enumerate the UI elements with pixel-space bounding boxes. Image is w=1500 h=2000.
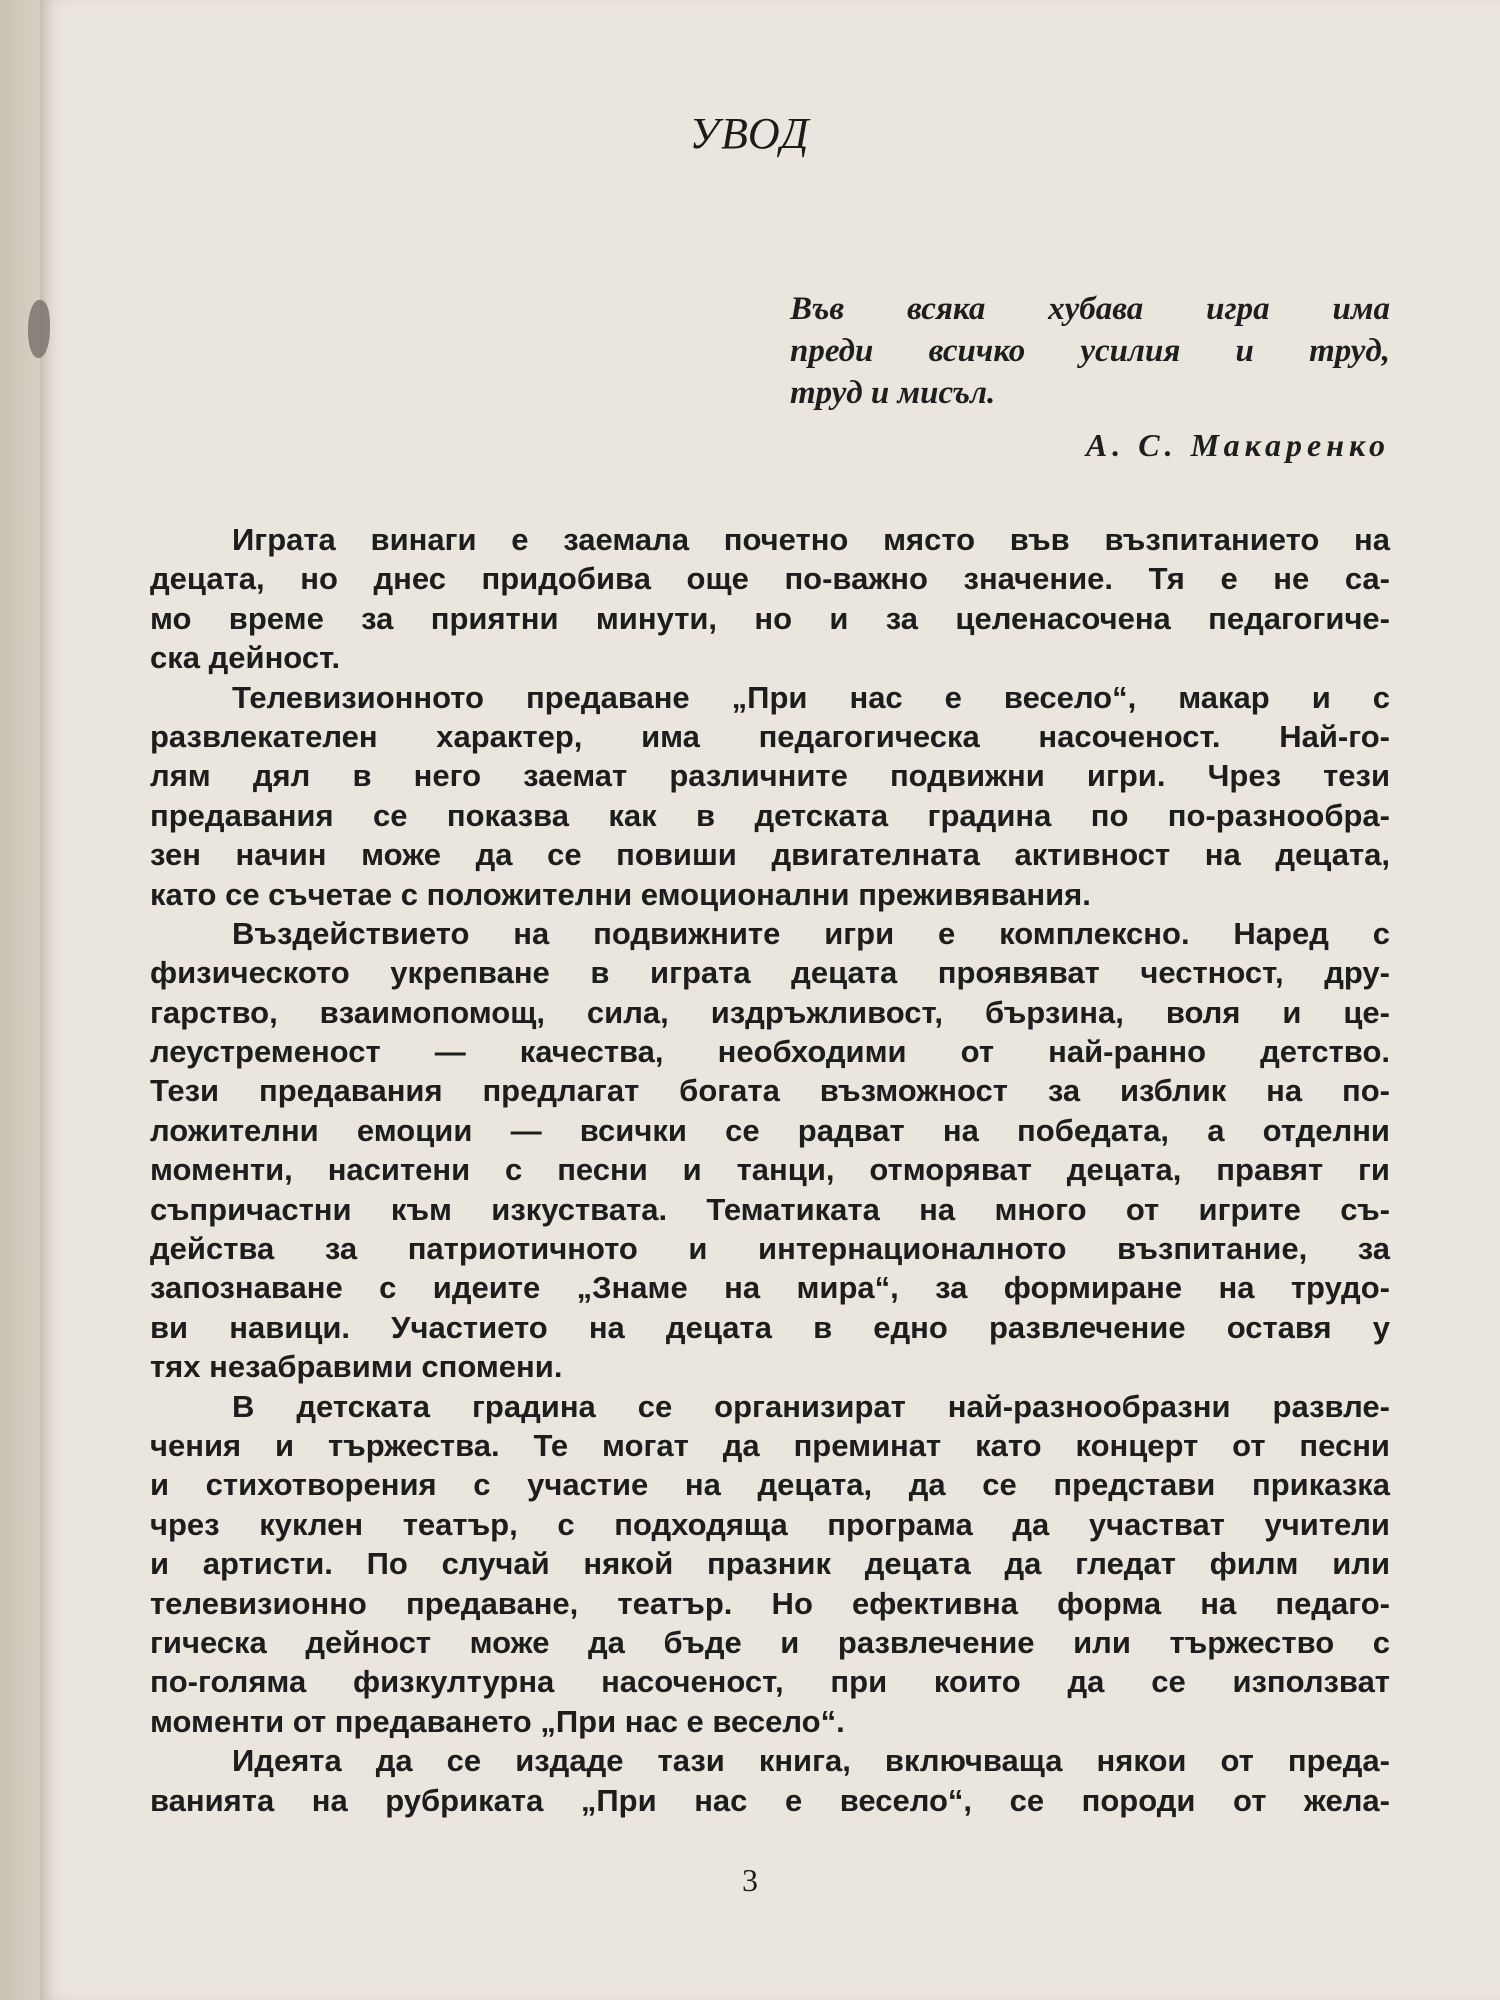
epigraph-word: игра xyxy=(1206,291,1270,327)
text-line: Въздействието на подвижните игри е комплексно. Наред с xyxy=(232,915,1390,951)
epigraph-word: и xyxy=(1235,333,1254,369)
text-line: В детската градина се организират най-разнообразни развле- xyxy=(232,1388,1390,1424)
body-text xyxy=(150,520,1390,1820)
epigraph-word: всяка xyxy=(906,291,986,327)
text-line: зен начин може да се повиши двигателната активност на децата, xyxy=(150,837,1390,873)
text-line: моменти, наситени с песни и танци, отморяват децата, правят ги xyxy=(150,1152,1390,1188)
text-line: Идеята да се издаде тази книга, включваща някои от преда- xyxy=(232,1743,1390,1779)
text-line: ложителни емоции — всички се радват на победата, а отделни xyxy=(150,1112,1390,1148)
epigraph-word: има xyxy=(1332,291,1390,327)
page-tear-mark xyxy=(28,300,50,358)
text-line: гарство, взаимопомощ, сила, издръжливост, бързина, воля и це- xyxy=(150,994,1390,1030)
text-line: ви навици. Участието на децата в едно развлечение оставя у xyxy=(150,1309,1390,1345)
text-line: съпричастни към изкуствата. Тематиката на много от игрите съ- xyxy=(150,1191,1390,1227)
text-line: лям дял в него заемат различните подвижни игри. Чрез тези xyxy=(150,758,1390,794)
page-number: 3 xyxy=(742,1862,758,1898)
text-line: и артисти. По случай някой празник децата да гледат филм или xyxy=(150,1546,1390,1582)
text-line: Тези предавания предлагат богата възможност за изблик на по- xyxy=(150,1073,1390,1109)
text-line: гическа дейност може да бъде и развлечение или тържество с xyxy=(150,1624,1390,1660)
text-line: и стихотворения с участие на децата, да се представи приказка xyxy=(150,1467,1390,1503)
text-line: действа за патриотичното и интернационалното възпитание, за xyxy=(150,1231,1390,1267)
text-line: ска дейност. xyxy=(150,640,341,676)
text-line: чрез куклен театър, с подходяща програма да участват учители xyxy=(150,1506,1390,1542)
chapter-title: УВОД xyxy=(689,109,811,158)
text-line: Играта винаги е заемала почетно място във възпитанието на xyxy=(232,522,1390,557)
text-line: леустременост — качества, необходими от най-ранно детство. xyxy=(150,1034,1390,1070)
epigraph xyxy=(790,288,1390,466)
epigraph-line: труд и мисъл. xyxy=(790,375,996,411)
epigraph-line xyxy=(790,330,1390,372)
text-line: тях незабравими спомени. xyxy=(150,1349,563,1385)
text-line: мо време за приятни минути, но и за целенасочена педагогиче- xyxy=(150,600,1390,636)
epigraph-word: усилия xyxy=(1080,333,1181,369)
text-line: моменти от предаването „При нас е весело“. xyxy=(150,1703,845,1739)
text-line: ванията на рубриката „При нас е весело“, се породи от жела- xyxy=(150,1782,1390,1818)
text-line: физическото укрепване в играта децата проявяват честност, дру- xyxy=(150,955,1390,991)
text-line: като се съчетае с положителни емоционални преживявания. xyxy=(150,876,1091,912)
epigraph-word: труд, xyxy=(1309,333,1390,369)
epigraph-word: Във xyxy=(790,291,845,327)
text-line: телевизионно предаване, театър. Но ефективна форма на педаго- xyxy=(150,1585,1390,1621)
epigraph-line xyxy=(790,288,1390,330)
text-line: децата, но днес придобива още по-важно значение. Тя е не са- xyxy=(150,561,1390,597)
text-line: развлекателен характер, има педагогическа насоченост. Най-го- xyxy=(150,718,1390,754)
text-line: запознаване с идеите „Знаме на мира“, за формиране на трудо- xyxy=(150,1270,1390,1306)
epigraph-word: хубава xyxy=(1048,291,1144,327)
text-line: предавания се показва как в детската градина по по-разнообра- xyxy=(150,797,1390,833)
text-line: Телевизионното предаване „При нас е весело“, макар и с xyxy=(232,679,1390,715)
text-line: по-голяма физкултурна насоченост, при които да се използват xyxy=(150,1664,1390,1700)
epigraph-author: А. С. Макаренко xyxy=(1085,427,1390,463)
epigraph-word: всичко xyxy=(928,333,1026,369)
text-line: чения и тържества. Те могат да преминат като концерт от песни xyxy=(150,1427,1390,1463)
epigraph-word: преди xyxy=(790,333,874,369)
